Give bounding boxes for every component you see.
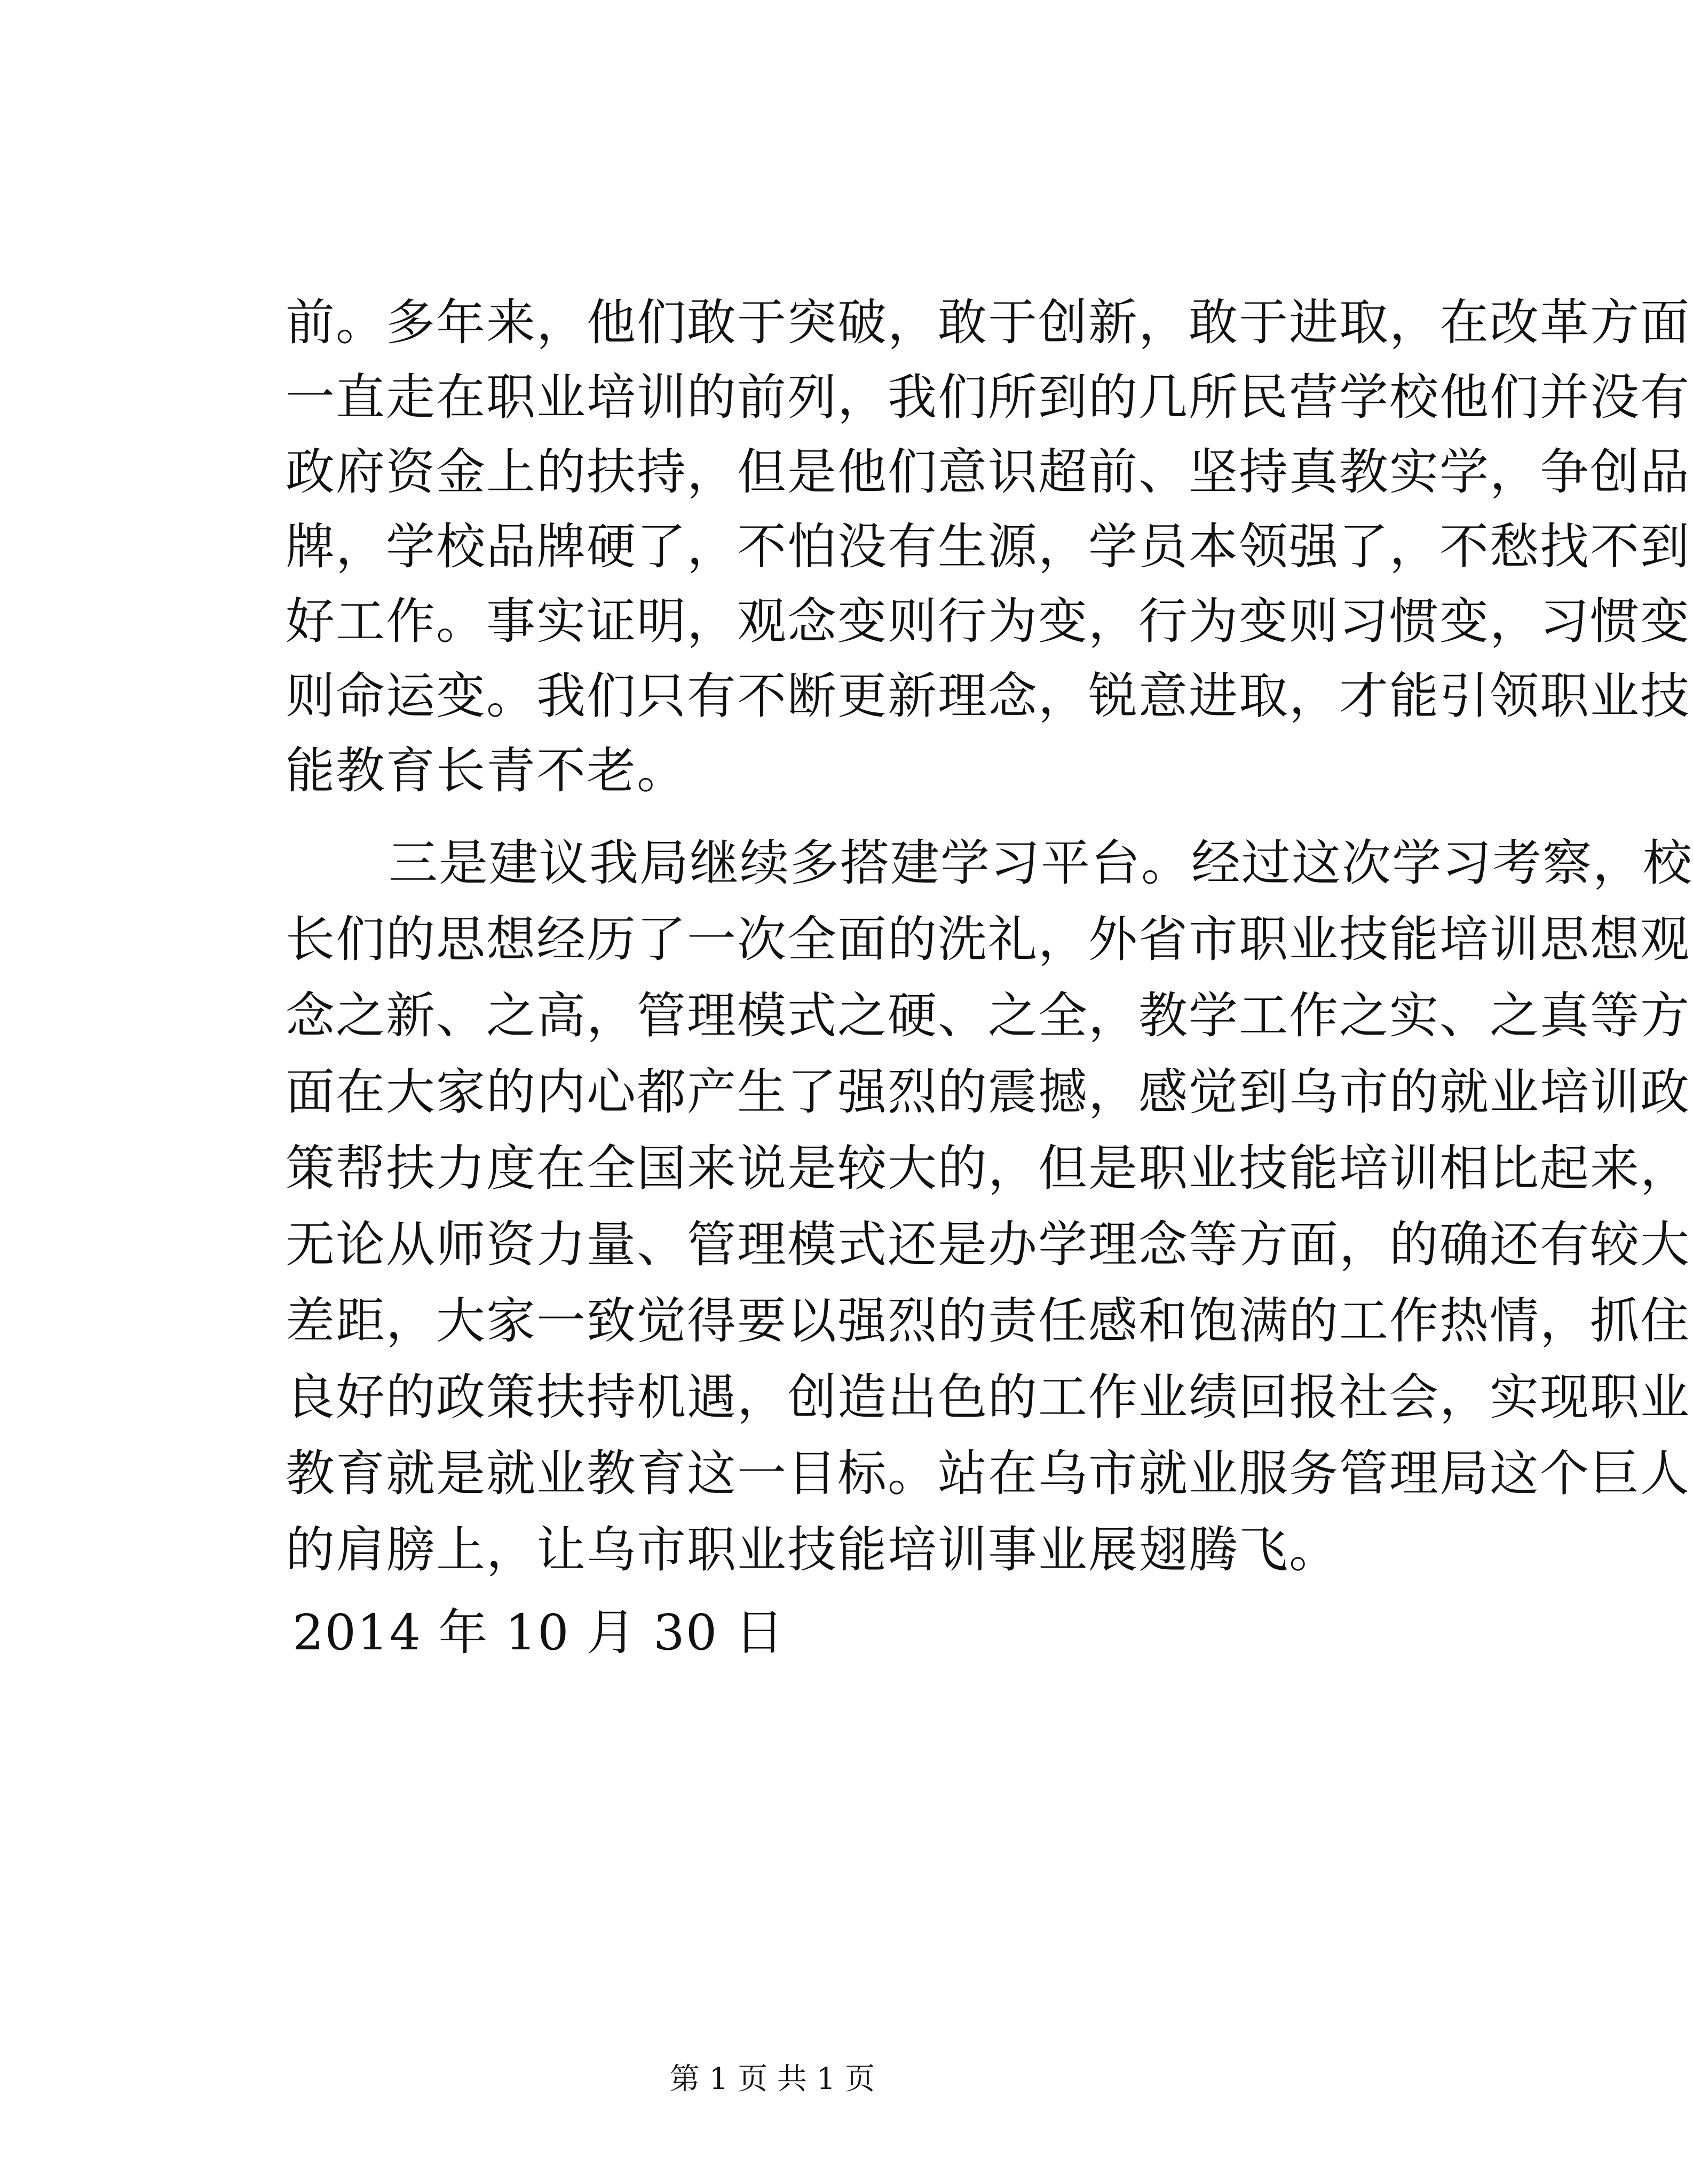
paragraph-line: 差距，大家一致觉得要以强烈的责任感和饱满的工作热情，抓住 (286, 1292, 1691, 1349)
paragraph-line: 无论从师资力量、管理模式还是办学理念等方面，的确还有较大 (286, 1216, 1691, 1273)
paragraph-line: 教育就是就业教育这一目标。站在乌市就业服务管理局这个巨人 (286, 1445, 1691, 1502)
paragraph-line: 策帮扶力度在全国来说是较大的，但是职业技能培训相比起来， (286, 1140, 1691, 1197)
paragraph-line: 三是建议我局继续多搭建学习平台。经过这次学习考察，校 (389, 835, 1693, 892)
paragraph-line: 良好的政策扶持机遇，创造出色的工作业绩回报社会，实现职业 (286, 1369, 1691, 1426)
paragraph-line: 的肩膀上，让乌市职业技能培训事业展翅腾飞。 (286, 1521, 1340, 1578)
paragraph-line: 则命运变。我们只有不断更新理念，锐意进取，才能引领职业技 (286, 668, 1691, 725)
paragraph-line: 能教育长青不老。 (286, 742, 687, 799)
paragraph-line: 前。多年来，他们敢于突破，敢于创新，敢于进取，在改革方面 (286, 294, 1691, 351)
document-date: 2014 年 10 月 30 日 (292, 1604, 785, 1661)
page-footer: 第 1 页 共 1 页 (669, 2062, 875, 2096)
paragraph-line: 面在大家的内心都产生了强烈的震撼，感觉到乌市的就业培训政 (286, 1063, 1691, 1121)
paragraph-line: 长们的思想经历了一次全面的洗礼，外省市职业技能培训思想观 (286, 911, 1691, 968)
paragraph-line: 政府资金上的扶持，但是他们意识超前、坚持真教实学，争创品 (286, 443, 1691, 501)
paragraph-line: 牌，学校品牌硬了，不怕没有生源，学员本领强了，不愁找不到 (286, 518, 1691, 575)
paragraph-line: 好工作。事实证明，观念变则行为变，行为变则习惯变，习惯变 (286, 593, 1691, 650)
paragraph-line: 一直走在职业培训的前列，我们所到的几所民营学校他们并没有 (286, 369, 1691, 426)
paragraph-line: 念之新、之高，管理模式之硬、之全，教学工作之实、之真等方 (286, 987, 1691, 1044)
